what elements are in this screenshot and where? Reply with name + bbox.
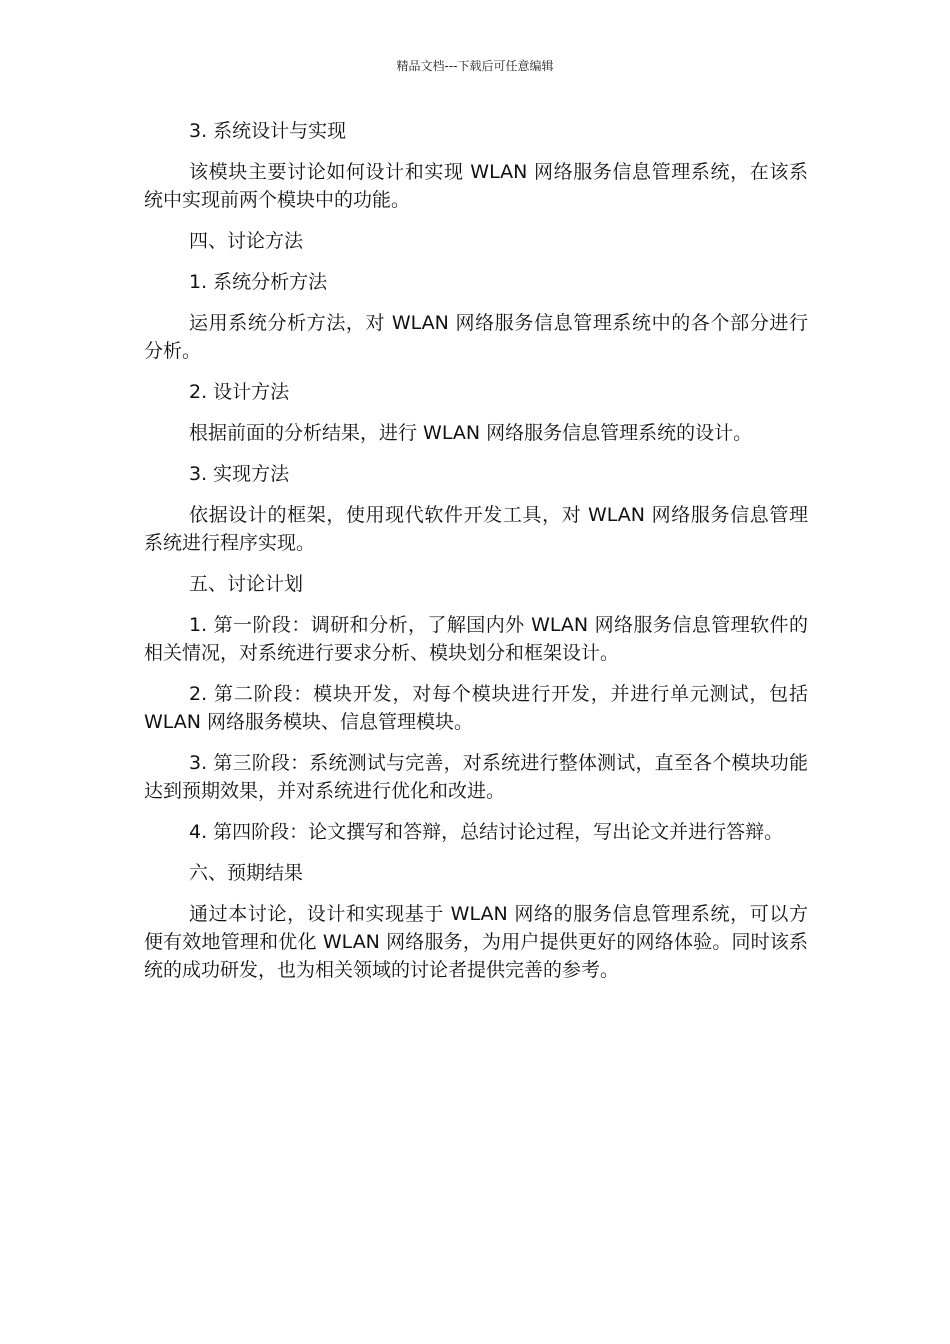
list-item-stage-3: 3. 第三阶段：系统测试与完善，对系统进行整体测试，直至各个模块功能达到预期效果，并对系统进行优化和改进。 [144,752,808,802]
section-heading-methods: 四、讨论方法 [189,230,304,252]
paragraph-expected-results: 通过本讨论，设计和实现基于 WLAN 网络的服务信息管理系统，可以方便有效地管理和优化 WLAN 网络服务，为用户提供更好的网络体验。同时该系统的成功研发，也为相关领域的讨论者提供完善的参考。 [144,903,808,981]
subsection-heading-analysis-method: 1. 系统分析方法 [189,271,328,293]
list-item-stage-2: 2. 第二阶段：模块开发，对每个模块进行开发，并进行单元测试，包括 WLAN 网络服务模块、信息管理模块。 [144,683,808,733]
page-header: 精品文档---下载后可任意编辑 [396,59,554,73]
paragraph-analysis-method: 运用系统分析方法，对 WLAN 网络服务信息管理系统中的各个部分进行分析。 [144,312,808,362]
list-item-stage-4: 4. 第四阶段：论文撰写和答辩，总结讨论过程，写出论文并进行答辩。 [189,821,784,843]
paragraph-implementation-method: 依据设计的框架，使用现代软件开发工具，对 WLAN 网络服务信息管理系统进行程序实现。 [144,504,808,554]
document-body [144,117,808,997]
paragraph-design-method: 根据前面的分析结果，进行 WLAN 网络服务信息管理系统的设计。 [189,422,753,444]
subsection-heading-design-method: 2. 设计方法 [189,381,290,403]
section-heading-expected-results: 六、预期结果 [189,862,304,884]
subsection-heading-implementation-method: 3. 实现方法 [189,463,290,485]
subsection-heading-system-design: 3. 系统设计与实现 [189,120,347,142]
section-heading-plan: 五、讨论计划 [189,573,304,595]
paragraph-system-design: 该模块主要讨论如何设计和实现 WLAN 网络服务信息管理系统，在该系统中实现前两个模块中的功能。 [144,161,808,211]
list-item-stage-1: 1. 第一阶段：调研和分析，了解国内外 WLAN 网络服务信息管理软件的相关情况，对系统进行要求分析、模块划分和框架设计。 [144,614,808,664]
